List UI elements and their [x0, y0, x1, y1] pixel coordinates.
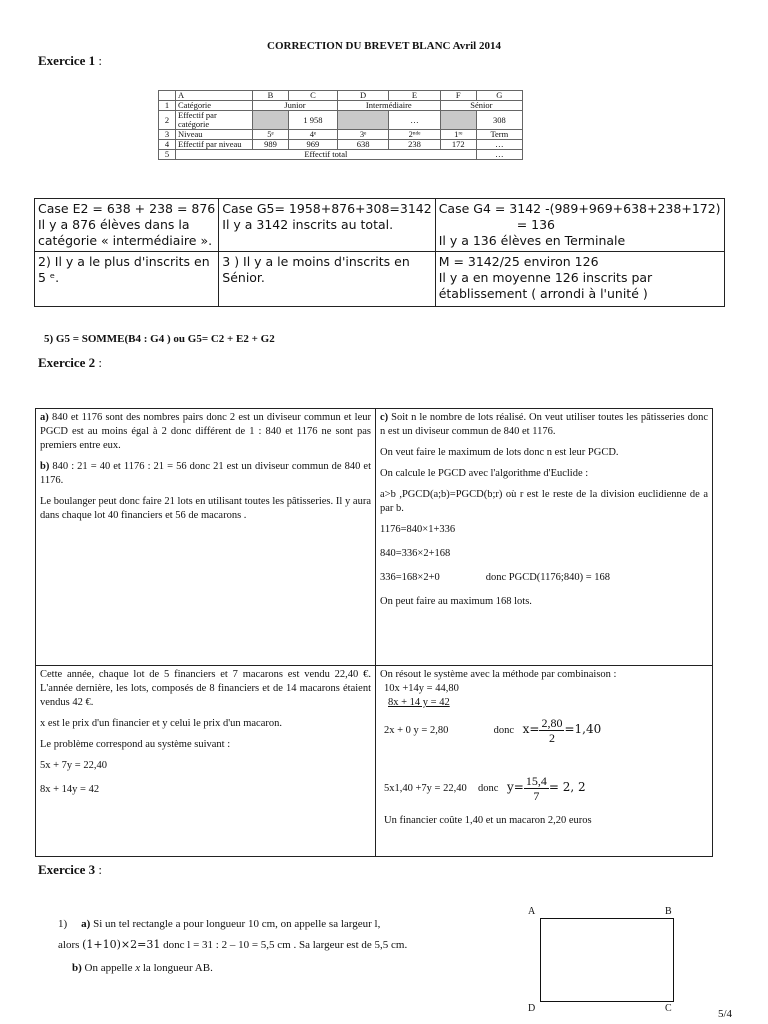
- sheet-cell: Effectif total: [176, 150, 477, 160]
- answer-line: Il y a 876 élèves dans la: [38, 217, 190, 232]
- math-result: =1,40: [564, 721, 602, 736]
- sheet-cell: 172: [440, 140, 476, 150]
- question-1b: b) On appelle x la longueur AB.: [72, 962, 213, 974]
- sheet-cell: 989: [253, 140, 289, 150]
- answer-cell: [219, 199, 435, 252]
- answer-line: = 136: [516, 217, 555, 232]
- spreadsheet-table: [158, 90, 523, 160]
- sheet-cell: 1: [159, 101, 176, 111]
- equation-row: 5x1,40 +7y = 22,40 donc y= $\frac{15,4}{7}$ = 2, 2: [384, 774, 586, 803]
- equation: 8x + 14y = 42: [40, 784, 100, 795]
- answer-cell: [219, 252, 435, 307]
- sheet-cell: …: [476, 150, 522, 160]
- paragraph: Le problème correspond au système suivant :: [40, 739, 231, 750]
- sheet-cell: 2: [159, 111, 176, 130]
- fraction: $\frac{15,4}{7}$: [525, 774, 547, 803]
- answer-line: Il y a en moyenne 126 inscrits par: [438, 270, 653, 285]
- equation: 1176=840×1+336: [380, 524, 456, 535]
- answer-line: Case G5= 1958+876+308=3142: [222, 201, 432, 216]
- sheet-cell: 4: [159, 140, 176, 150]
- spreadsheet-formula: 5) G5 = SOMME(B4 : G4 ) ou G5= C2 + E2 + G2: [44, 333, 275, 345]
- equation: 10x +14y = 44,80: [384, 683, 459, 694]
- sheet-cell: B: [253, 91, 289, 101]
- sheet-cell: …: [476, 140, 522, 150]
- sheet-cell: 2ⁿᵈᵉ: [389, 130, 440, 140]
- answer-line: 5 ᵉ.: [38, 270, 60, 285]
- sheet-cell: C: [288, 91, 337, 101]
- paragraph: Cette année, chaque lot de 5 financiers et 7 macarons est vendu 22,40 €. L'année dernière, les lots, composés de 8 financiers et de 14 macarons étaient vendus 42 €.: [40, 669, 371, 708]
- fraction: $\frac{2,80}{2}$: [541, 716, 563, 745]
- paragraph: On calcule le PGCD avec l'algorithme d'Euclide :: [380, 468, 589, 479]
- paragraph: On veut faire le maximum de lots donc n est leur PGCD.: [380, 447, 619, 458]
- paragraph: a>b ,PGCD(a;b)=PGCD(b;r) où r est le reste de la division euclidienne de a par b.: [380, 489, 708, 514]
- math-var: y: [507, 779, 514, 794]
- donc-text: donc: [493, 724, 515, 736]
- answer-cell: [435, 252, 724, 307]
- sheet-row: [159, 150, 523, 160]
- vertex-label-d: D: [528, 1003, 536, 1014]
- sheet-cell-shaded: [337, 111, 388, 130]
- sheet-cell: Effectif par catégorie: [176, 111, 253, 130]
- question-1a-line2: alors (1+10)×2=31 donc l = 31 : 2 – 10 = 5,5 cm . Sa largeur est de 5,5 cm.: [58, 938, 408, 951]
- exercise-1-heading: Exercice 1 :: [38, 53, 103, 68]
- equation: 336=168×2+0 donc PGCD(1176;840) = 168: [380, 572, 611, 583]
- equation: 840=336×2+168: [380, 548, 451, 559]
- answer-cell: [35, 252, 219, 307]
- answers-row: [35, 252, 725, 307]
- sheet-cell-shaded: [253, 111, 289, 130]
- page-number: 5/4: [718, 1008, 733, 1020]
- answer-line: M = 3142/25 environ 126: [438, 254, 599, 269]
- sheet-cell: 638: [337, 140, 388, 150]
- sheet-cell: 5ᵉ: [253, 130, 289, 140]
- answer-cell: [35, 199, 219, 252]
- sheet-cell: D: [337, 91, 388, 101]
- exercise-2-table: [35, 408, 713, 857]
- sheet-cell: E: [389, 91, 440, 101]
- sheet-cell: 3: [159, 130, 176, 140]
- answer-line: 2) Il y a le plus d'inscrits en: [38, 254, 210, 269]
- ex2-cell-c: [376, 409, 713, 666]
- ex2-row: [36, 666, 713, 857]
- answers-row: [35, 199, 725, 252]
- sheet-cell: 1 958: [288, 111, 337, 130]
- ex2-cell-e: [376, 666, 713, 857]
- paragraph: On peut faire au maximum 168 lots.: [380, 596, 532, 607]
- ex2-cell-ab: [36, 409, 376, 666]
- sheet-cell: Junior: [253, 101, 338, 111]
- math-var: x: [522, 721, 530, 736]
- sheet-cell: [159, 91, 176, 101]
- paragraph: x est le prix d'un financier et y celui le prix d'un macaron.: [40, 718, 282, 729]
- sheet-cell: 4ᵉ: [288, 130, 337, 140]
- ex2-row: [36, 409, 713, 666]
- sheet-cell: Catégorie: [176, 101, 253, 111]
- equation-row: 2x + 0 y = 2,80 donc x= $\frac{2,80}{2}$ =1,40: [384, 716, 602, 745]
- equation: 8x + 14 y = 42: [388, 697, 450, 708]
- exercise-1-answers-table: [34, 198, 725, 307]
- sheet-cell: Effectif par niveau: [176, 140, 253, 150]
- sheet-row: [159, 101, 523, 111]
- answer-cell: [435, 199, 724, 252]
- sheet-cell: F: [440, 91, 476, 101]
- answer-line: 3 ) Il y a le moins d'inscrits en: [222, 254, 410, 269]
- answer-line: Sénior.: [222, 270, 265, 285]
- sheet-cell: 3ᵉ: [337, 130, 388, 140]
- sheet-cell: G: [476, 91, 522, 101]
- sheet-cell: 5: [159, 150, 176, 160]
- paragraph: Un financier coûte 1,40 et un macaron 2,20 euros: [384, 815, 592, 826]
- paragraph: a) 840 et 1176 sont des nombres pairs donc 2 est un diviseur commun et leur PGCD est au moins égal à 2 donc différent de 1 : 840 et 1176 ne sont pas premiers entre eux.: [40, 412, 371, 451]
- sheet-cell: 308: [476, 111, 522, 130]
- exercise-3-heading: Exercice 3 :: [38, 862, 103, 877]
- equation: 5x1,40 +7y = 22,40: [384, 782, 467, 794]
- vertex-label-b: B: [665, 906, 672, 917]
- paragraph: Le boulanger peut donc faire 21 lots en utilisant toutes les pâtisseries. Il y aura dans chaque lot 40 financiers et 56 de macarons .: [40, 496, 371, 521]
- paragraph: b) 840 : 21 = 40 et 1176 : 21 = 56 donc 21 est un diviseur commun de 840 et 1176.: [40, 461, 371, 486]
- page-title: CORRECTION DU BREVET BLANC Avril 2014: [267, 40, 501, 52]
- answer-line: Case E2 = 638 + 238 = 876: [38, 201, 216, 216]
- sheet-cell: A: [176, 91, 253, 101]
- equation: 5x + 7y = 22,40: [40, 760, 107, 771]
- math-result: = 2, 2: [548, 779, 586, 794]
- sheet-cell: 1ʳᵉ: [440, 130, 476, 140]
- vertex-label-a: A: [528, 906, 536, 917]
- sheet-cell: …: [389, 111, 440, 130]
- donc-text: donc: [477, 782, 499, 794]
- sheet-row: [159, 130, 523, 140]
- paragraph: On résout le système avec la méthode par combinaison :: [380, 669, 617, 680]
- answer-line: Case G4 = 3142 -(989+969+638+238+172): [438, 201, 721, 216]
- answer-line: catégorie « intermédiaire ».: [38, 233, 213, 248]
- sheet-cell: Niveau: [176, 130, 253, 140]
- sheet-cell: 969: [288, 140, 337, 150]
- paragraph: c) Soit n le nombre de lots réalisé. On veut utiliser toutes les pâtisseries donc n est un diviseur commun de 840 et 1176.: [380, 412, 708, 437]
- sheet-cell: Term: [476, 130, 522, 140]
- sheet-cell: Intermédiaire: [337, 101, 440, 111]
- sheet-header-row: [159, 91, 523, 101]
- exercise-2-heading: Exercice 2 :: [38, 355, 103, 370]
- ex2-cell-d: [36, 666, 376, 857]
- rectangle-figure: [540, 918, 674, 1002]
- sheet-cell: Sénior: [440, 101, 522, 111]
- answer-line: établissement ( arrondi à l'unité ): [438, 286, 648, 301]
- equation: 2x + 0 y = 2,80: [384, 724, 449, 736]
- answer-line: Il y a 136 élèves en Terminale: [438, 233, 626, 248]
- sheet-row: [159, 140, 523, 150]
- sheet-cell-shaded: [440, 111, 476, 130]
- sheet-row: [159, 111, 523, 130]
- question-1a: 1) a) Si un tel rectangle a pour longueur 10 cm, on appelle sa largeur l,: [58, 918, 381, 930]
- vertex-label-c: C: [665, 1003, 672, 1014]
- sheet-cell: 238: [389, 140, 440, 150]
- answer-line: Il y a 3142 inscrits au total.: [222, 217, 394, 232]
